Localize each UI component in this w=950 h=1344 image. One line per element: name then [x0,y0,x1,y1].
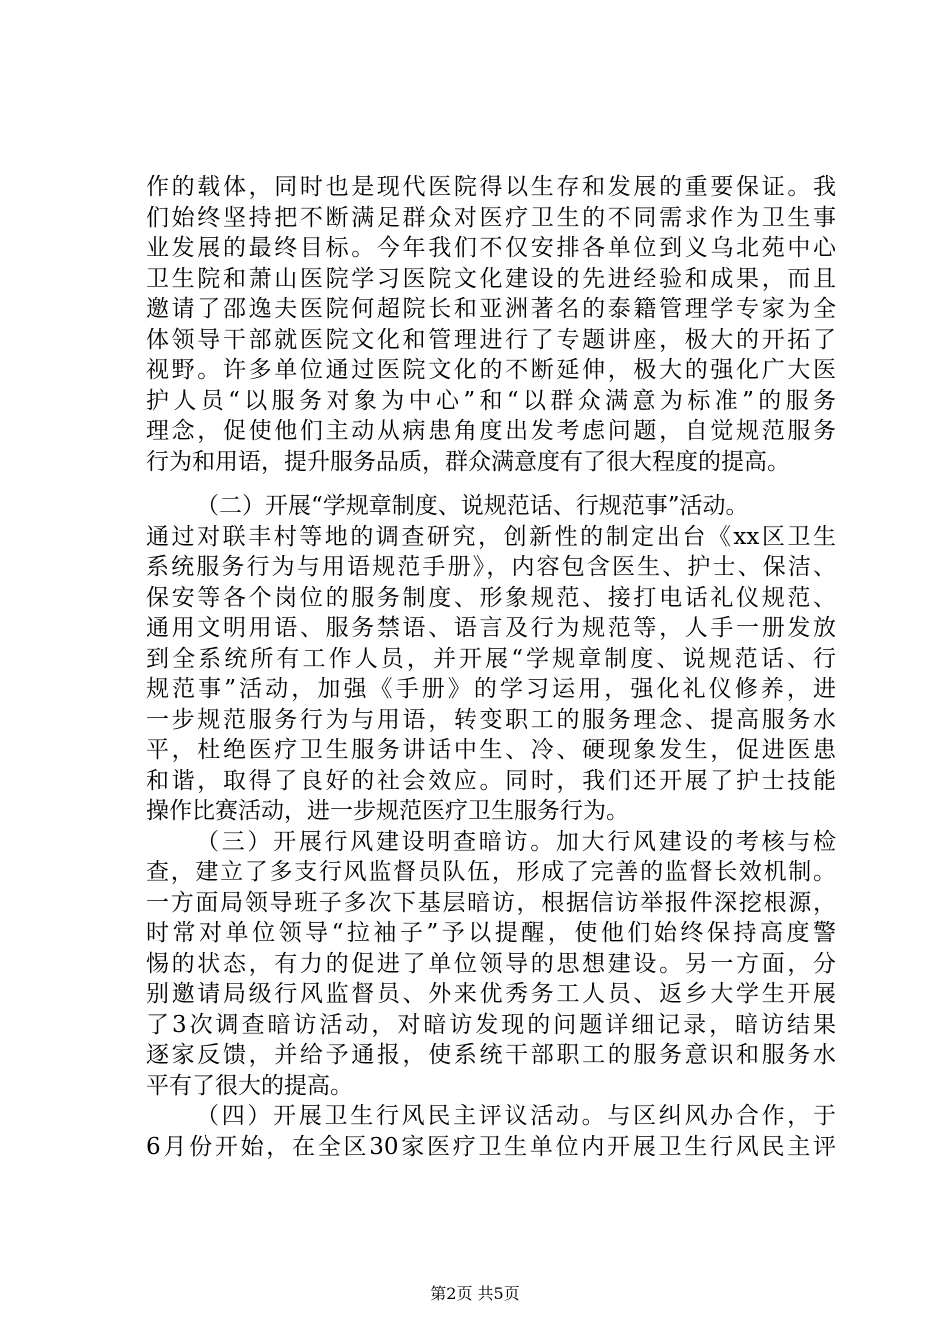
body-text-line: 规范事”活动，加强《手册》的学习运用，强化礼仪修养，进 [146,676,836,702]
body-text-line: 时常对单位领导“拉袖子”予以提醒，使他们始终保持高度警 [146,920,836,946]
body-text-line: 通过对联丰村等地的调查研究，创新性的制定出台《xx区卫生 [146,523,836,550]
body-text-line: 查，建立了多支行风监督员队伍，形成了完善的监督长效机制。 [146,859,836,885]
body-text-line: 通用文明用语、服务禁语、语言及行为规范等，人手一册发放 [146,615,836,641]
section-heading-line: （四）开展卫生行风民主评议活动。与区纠风办合作，于 [196,1103,836,1129]
body-text-line: 视野。许多单位通过医院文化的不断延伸，极大的强化广大医 [146,357,836,383]
body-text-line: 平，杜绝医疗卫生服务讲话中生、冷、硬现象发生，促进医患 [146,737,836,763]
body-text-line: 们始终坚持把不断满足群众对医疗卫生的不同需求作为卫生事 [146,204,836,231]
section-heading-line: （二）开展“学规章制度、说规范话、行规范事”活动。 [196,493,749,519]
body-text-line: 到全系统所有工作人员，并开展“学规章制度、说规范话、行 [146,645,836,672]
section-heading-line: （三）开展行风建设明查暗访。加大行风建设的考核与检 [196,828,836,855]
body-text-line: 行为和用语，提升服务品质，群众满意度有了很大程度的提高。 [146,448,790,475]
body-text-line: 惕的状态，有力的促进了单位领导的思想建设。另一方面，分 [146,950,836,977]
body-text-line: 体领导干部就医院文化和管理进行了专题讲座，极大的开拓了 [146,326,836,353]
body-text-line: 6月份开始，在全区30家医疗卫生单位内开展卫生行风民主评 [146,1133,836,1160]
body-text-line: 别邀请局级行风监督员、外来优秀务工人员、返乡大学生开展 [146,981,836,1007]
body-text-line: 护人员“以服务对象为中心”和“以群众满意为标准”的服务 [146,387,836,414]
body-text-line: 卫生院和萧山医院学习医院文化建设的先进经验和成果，而且 [146,265,836,292]
body-text-line: 系统服务行为与用语规范手册》，内容包含医生、护士、保洁、 [146,554,836,580]
body-text-line: 业发展的最终目标。今年我们不仅安排各单位到义乌北苑中心 [146,235,836,261]
body-text-line: 一方面局领导班子多次下基层暗访，根据信访举报件深挖根源， [146,889,836,916]
body-text-line: 操作比赛活动，进一步规范医疗卫生服务行为。 [146,798,629,824]
body-text-line: 邀请了邵逸夫医院何超院长和亚洲著名的泰籍管理学专家为全 [146,296,836,322]
body-text-line: 作的载体，同时也是现代医院得以生存和发展的重要保证。我 [146,174,836,200]
body-text-line: 一步规范服务行为与用语，转变职工的服务理念、提高服务水 [146,706,836,733]
body-text-line: 和谐，取得了良好的社会效应。同时，我们还开展了护士技能 [146,767,836,794]
body-text-line: 逐家反馈，并给予通报，使系统干部职工的服务意识和服务水 [146,1042,836,1068]
body-text-line: 了3次调查暗访活动，对暗访发现的问题详细记录，暗访结果 [146,1011,836,1038]
body-text-line: 理念，促使他们主动从病患角度出发考虑问题，自觉规范服务 [146,418,836,444]
page-footer: 第2页 共5页 [430,1284,520,1303]
body-text-line: 保安等各个岗位的服务制度、形象规范、接打电话礼仪规范、 [146,584,836,611]
body-text-line: 平有了很大的提高。 [146,1072,353,1099]
